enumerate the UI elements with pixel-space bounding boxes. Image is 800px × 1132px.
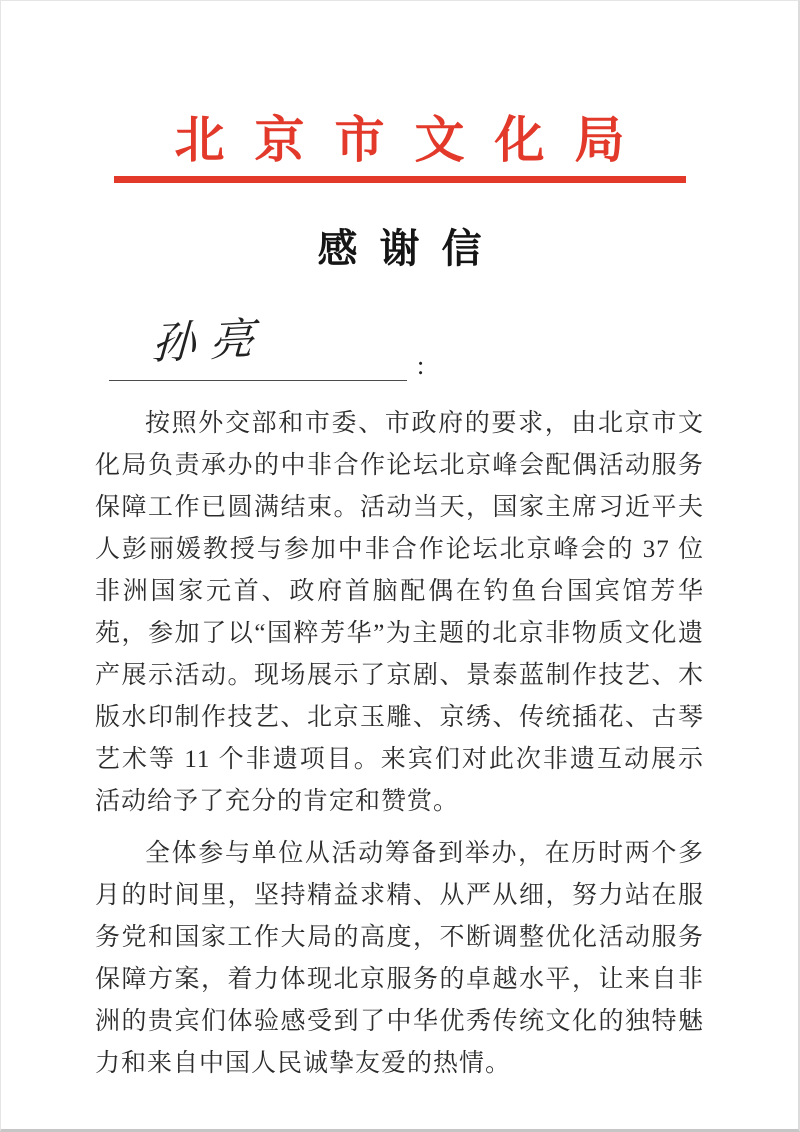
paragraph-2: 全体参与单位从活动筹备到举办，在历时两个多月的时间里，坚持精益求精、从严从细，努力站在服务党和国家工作大局的高度，不断调整优化活动服务保障方案，着力体现北京服务的卓越水平，让来自非洲的贵宾们体验感受到了中华优秀传统文化的独特魅力和来自中国人民诚挚友爱的热情。	[95, 840, 704, 1077]
salutation	[95, 313, 704, 385]
paragraph-1: 按照外交部和市委、市政府的要求，由北京市文化局负责承办的中非合作论坛北京峰会配偶活动服务保障工作已圆满结束。活动当天，国家主席习近平夫人彭丽媛教授与参加中非合作论坛北京峰会的 37 位非洲国家元首、政府首脑配偶在钓鱼台国宾馆芳华苑，参加了以“国粹芳华”为主题的北京非物质文化遗产展示活动。现场展示了京剧、景泰蓝制作技艺、木版水印制作技艺、北京玉雕、京绣、传统插花、古琴艺术等 11 个非遗项目。来宾们对此次非遗互动展示活动给予了充分的肯定和赞赏。	[95, 410, 704, 815]
org-name: 北京市文化局	[174, 112, 655, 168]
recipient-underline	[109, 313, 407, 381]
letter-body	[95, 403, 704, 1085]
letterhead	[95, 113, 704, 183]
salutation-colon: :	[417, 351, 425, 380]
recipient-name-handwritten: 孙亮	[150, 313, 269, 370]
letterhead-rule	[114, 176, 686, 183]
doc-title: 感谢信	[317, 226, 504, 271]
